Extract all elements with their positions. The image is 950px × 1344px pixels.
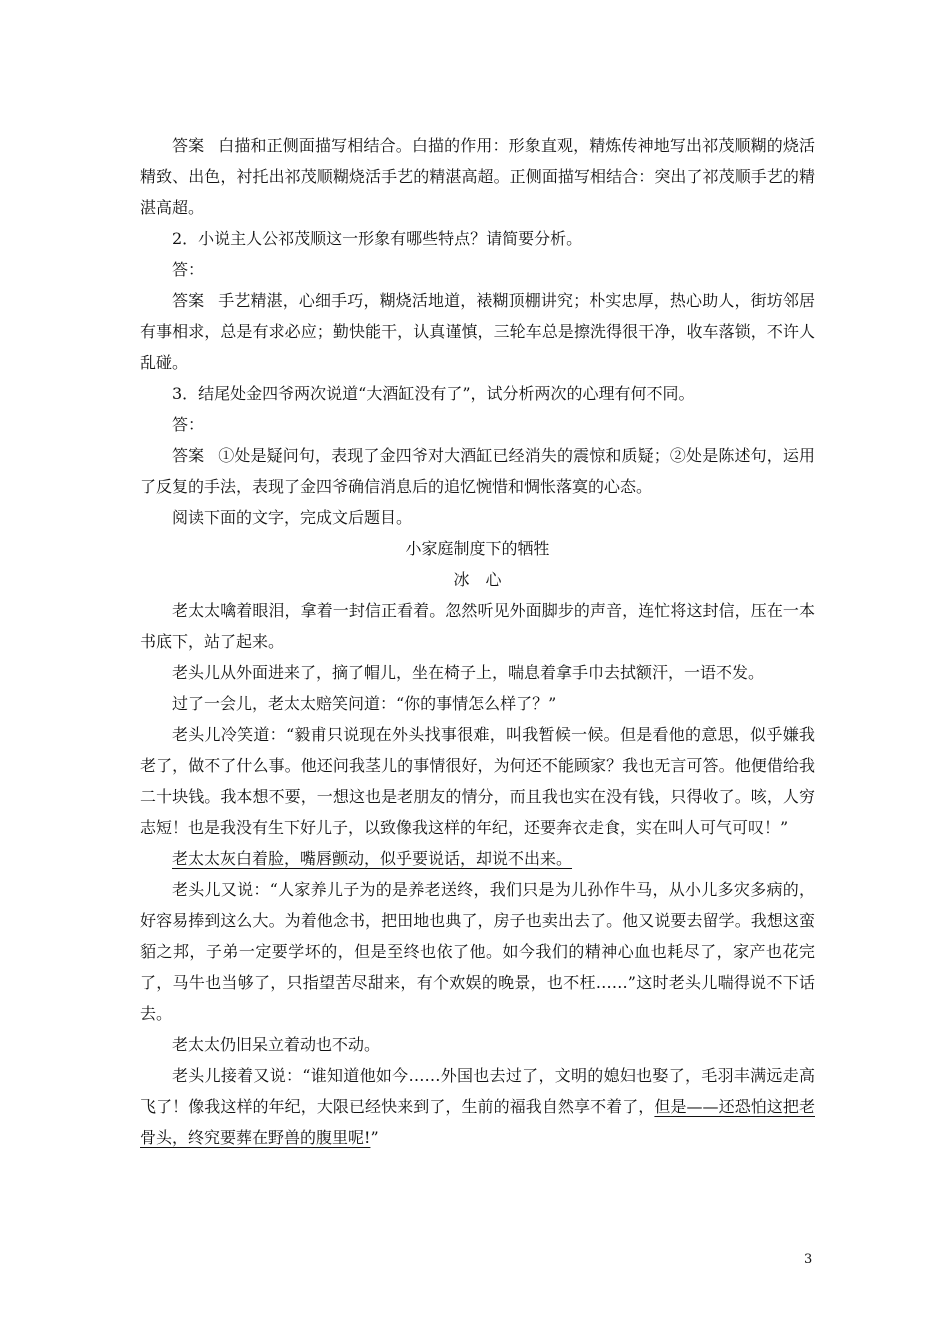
q2-answer	[140, 285, 815, 378]
story-paragraph-7: 老太太仍旧呆立着动也不动。	[172, 1035, 381, 1054]
answer-text: ①处是疑问句，表现了金四爷对大酒缸已经消失的震惊和质疑；②处是陈述句，运用了反复的手法，表现了金四爷确信消息后的追忆惋惜和惆怅落寞的心态。	[140, 446, 815, 496]
answer-label: 答案	[172, 136, 205, 155]
story-paragraph-4: 老头儿冷笑道：“毅甫只说现在外头找事很难，叫我暂候一候。但是看他的意思，似乎嫌我老了，做不了什么事。他还问我茎儿的事情很好，为何还不能顾家？我也无言可答。他便借给我二十块钱。我本想不要，一想这也是老朋友的情分，而且我也实在没有钱，只得收了。咳，人穷志短！也是我没有生下好儿子，以致像我这样的年纪，还要奔衣走食，实在叫人可气可叹！”	[140, 725, 815, 837]
page-number: 3	[804, 1252, 813, 1267]
story-paragraph-2: 老头儿从外面进来了，摘了帽儿，坐在椅子上，喘息着拿手巾去拭额汗，一语不发。	[172, 663, 765, 682]
q2-answer-prompt: 答：	[172, 260, 205, 279]
story-title: 小家庭制度下的牺牲	[405, 539, 550, 558]
answer-text: 手艺精湛，心细手巧，糊烧活地道，裱糊顶棚讲究；朴实忠厚，热心助人，街坊邻居有事相求，总是有求必应；勤快能干，认真谨慎，三轮车总是擦洗得很干净，收车落锁，不许人乱碰。	[140, 291, 815, 372]
story-paragraph-8	[140, 1060, 815, 1153]
q3-answer-prompt: 答：	[172, 415, 205, 434]
story-author: 冰 心	[453, 570, 502, 589]
reading-instruction: 阅读下面的文字，完成文后题目。	[172, 508, 413, 527]
underlined-sentence: 但是——还恐怕这把老骨头，终究要葬在野兽的腹里呢!	[140, 1097, 815, 1147]
answer-text: 白描和正侧面描写相结合。白描的作用：形象直观，精炼传神地写出祁茂顺糊的烧活精致、出色，衬托出祁茂顺糊烧活手艺的精湛高超。正侧面描写相结合：突出了祁茂顺手艺的精湛高超。	[140, 136, 815, 217]
underlined-sentence: 老太太灰白着脸，嘴唇颤动，似乎要说话，却说不出来。	[172, 849, 573, 868]
story-paragraph-5	[140, 843, 815, 874]
paragraph-text: 老头儿接着又说：“谁知道他如今……外国也去过了，文明的媳妇也娶了，毛羽丰满远走高飞了！像我这样的年纪，大限已经快来到了，生前的福我自然享不着了，	[140, 1066, 815, 1116]
q1-answer	[140, 130, 815, 223]
story-paragraph-3: 过了一会儿，老太太赔笑问道：“你的事情怎么样了？”	[172, 694, 557, 713]
story-paragraph-1: 老太太噙着眼泪，拿着一封信正看着。忽然听见外面脚步的声音，连忙将这封信，压在一本书底下，站了起来。	[140, 601, 815, 651]
answer-label: 答案	[172, 446, 205, 465]
q3-question: 3．结尾处金四爷两次说道“大酒缸没有了”，试分析两次的心理有何不同。	[172, 384, 695, 403]
closing-quote: ”	[370, 1128, 379, 1147]
q3-answer	[140, 440, 815, 502]
q2-question: 2．小说主人公祁茂顺这一形象有哪些特点？请简要分析。	[172, 229, 583, 248]
story-paragraph-6: 老头儿又说：“人家养儿子为的是养老送终，我们只是为儿孙作牛马，从小儿多灾多病的，好容易捧到这么大。为着他念书，把田地也典了，房子也卖出去了。他又说要去留学。我想这蛮貊之邦，子弟一定要学坏的，但是至终也依了他。如今我们的精神心血也耗尽了，家产也花完了，马牛也当够了，只指望苦尽甜来，有个欢娱的晚景，也不枉……”这时老头儿喘得说不下话去。	[140, 880, 815, 1023]
answer-label: 答案	[172, 291, 205, 310]
page-content	[140, 130, 815, 1153]
